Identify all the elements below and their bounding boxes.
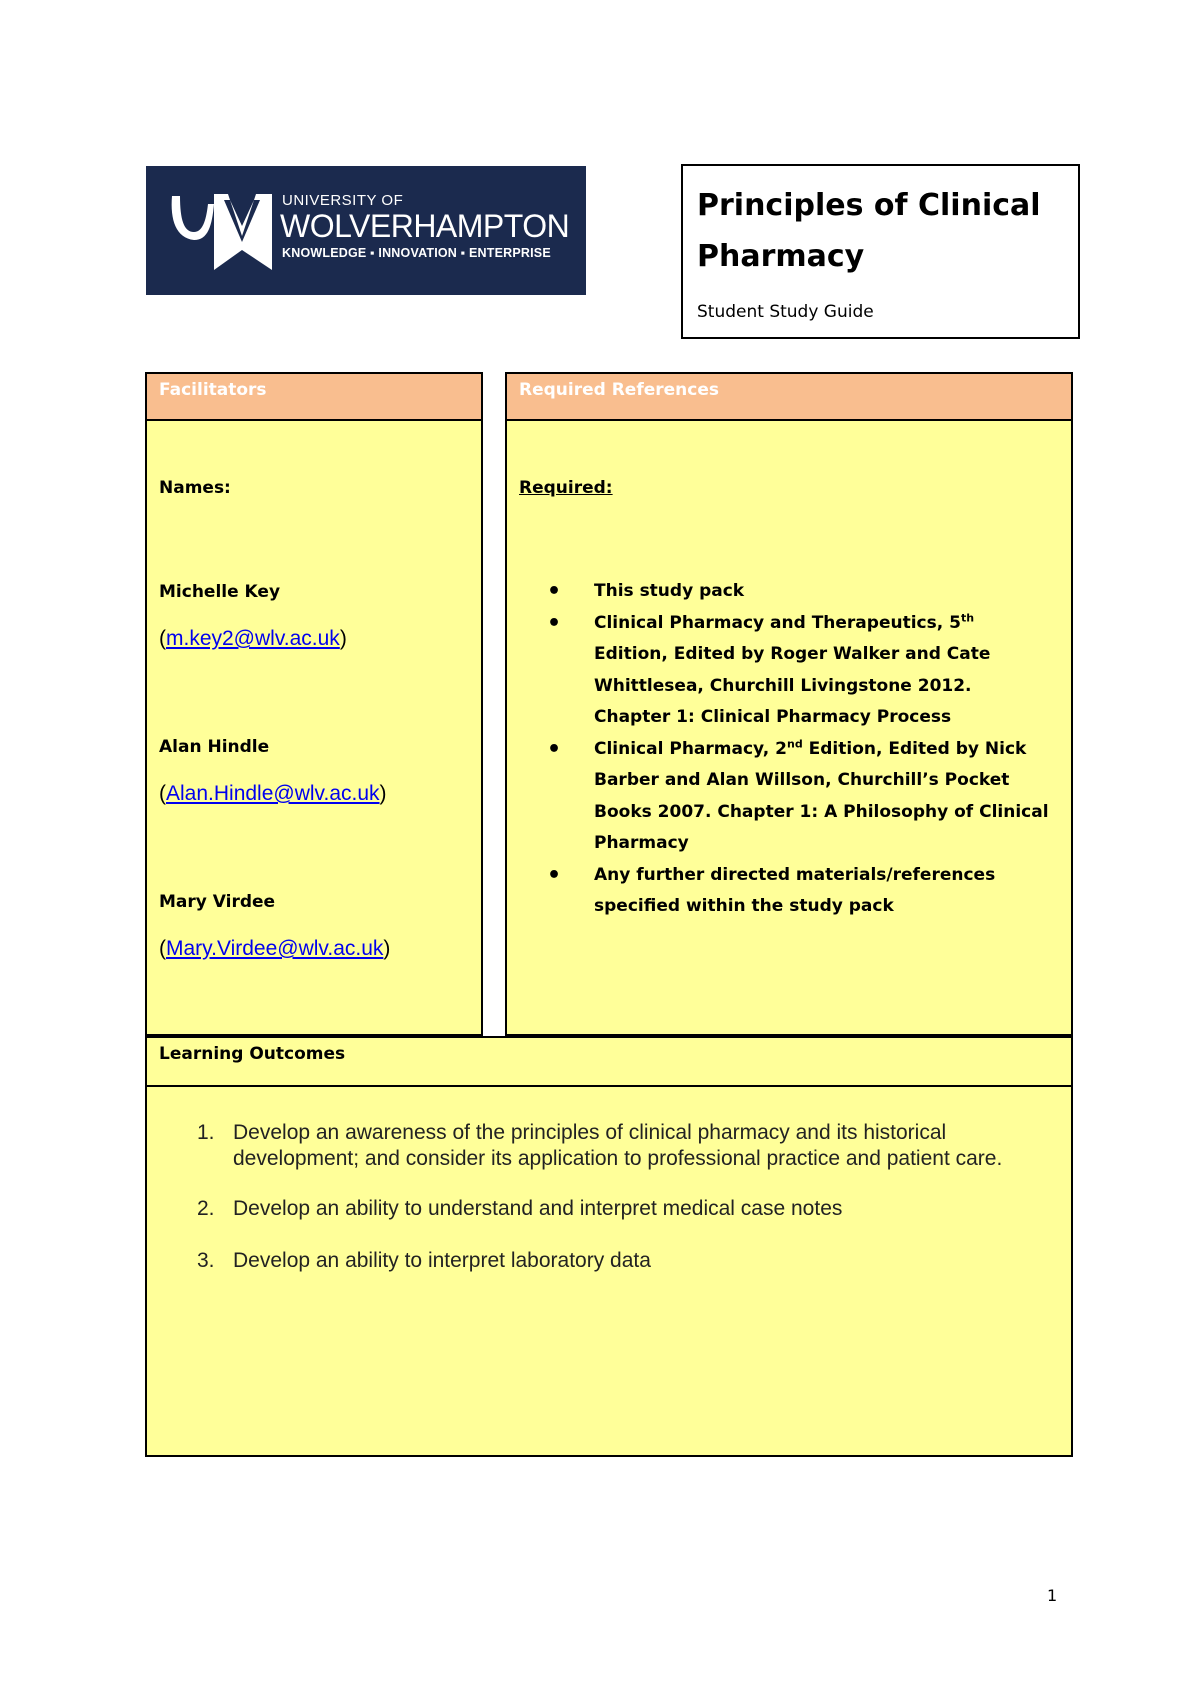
- list-item: [547, 576, 1052, 608]
- subtitle: Student Study Guide: [697, 302, 874, 322]
- logo-line-wolverhampton: WOLVERHAMPTON: [280, 208, 570, 244]
- outcome-number: 1.: [197, 1121, 215, 1144]
- outcome-text: Develop an ability to understand and interpret medical case notes: [233, 1197, 843, 1220]
- email-link[interactable]: Alan.Hindle@wlv.ac.uk: [166, 782, 380, 805]
- facilitator-email: (Alan.Hindle@wlv.ac.uk): [159, 782, 387, 805]
- title-box: [681, 164, 1080, 339]
- reference-text: This study pack: [594, 581, 745, 601]
- facilitator-name: Michelle Key: [159, 582, 281, 602]
- outcome-number: 3.: [197, 1249, 215, 1272]
- required-label: Required:: [519, 478, 613, 498]
- reference-superscript: nd: [787, 736, 803, 750]
- university-logo: [146, 166, 586, 295]
- list-item: [547, 734, 1052, 860]
- title-line-2: Pharmacy: [697, 239, 865, 274]
- references-panel: [505, 421, 1073, 1036]
- facilitator-name: Alan Hindle: [159, 737, 270, 757]
- facilitator-name: Mary Virdee: [159, 892, 276, 912]
- reference-text: Edition, Edited by Roger Walker and Cate Whittlesea, Churchill Livingstone 2012. Chapter 1: Clinical Pharmacy Process: [594, 644, 991, 727]
- reference-superscript: th: [960, 610, 975, 624]
- title-line-1: Principles of Clinical: [697, 188, 1041, 223]
- reference-text: Clinical Pharmacy and Therapeutics, 5: [594, 612, 961, 633]
- reference-text: Any further directed materials/references specified within the study pack: [594, 864, 996, 916]
- references-list: [547, 576, 1052, 923]
- reference-text: Clinical Pharmacy, 2: [594, 738, 788, 759]
- outcome-text: Develop an awareness of the principles of clinical pharmacy and its historical development; and consider its application to professional practice and patient care.: [233, 1121, 1003, 1170]
- learning-outcomes-header: Learning Outcomes: [145, 1036, 1073, 1087]
- learning-outcomes-panel: [145, 1087, 1073, 1457]
- list-item: [547, 860, 1052, 923]
- logo-line-tagline: KNOWLEDGE ▪ INNOVATION ▪ ENTERPRISE: [282, 246, 551, 260]
- reference-text: Edition, Edited by Nick Barber and Alan Willson, Churchill’s Pocket Books 2007. Chapter 1: A Philosophy of Clinical Pharmacy: [594, 738, 1049, 853]
- list-item: [547, 608, 1052, 734]
- facilitator-email: (m.key2@wlv.ac.uk): [159, 627, 347, 650]
- facilitators-header: Facilitators: [145, 372, 483, 421]
- wolverhampton-emblem-icon: [168, 190, 274, 272]
- logo-line-university-of: UNIVERSITY OF: [282, 192, 404, 209]
- page-number: 1: [1047, 1586, 1058, 1605]
- facilitator-email: (Mary.Virdee@wlv.ac.uk): [159, 937, 391, 960]
- facilitators-panel: [145, 421, 483, 1036]
- outcome-number: 2.: [197, 1197, 215, 1220]
- names-label: Names:: [159, 478, 231, 498]
- references-header: Required References: [505, 372, 1073, 421]
- outcome-text: Develop an ability to interpret laboratory data: [233, 1249, 651, 1272]
- email-link[interactable]: m.key2@wlv.ac.uk: [166, 627, 340, 650]
- email-link[interactable]: Mary.Virdee@wlv.ac.uk: [166, 937, 384, 960]
